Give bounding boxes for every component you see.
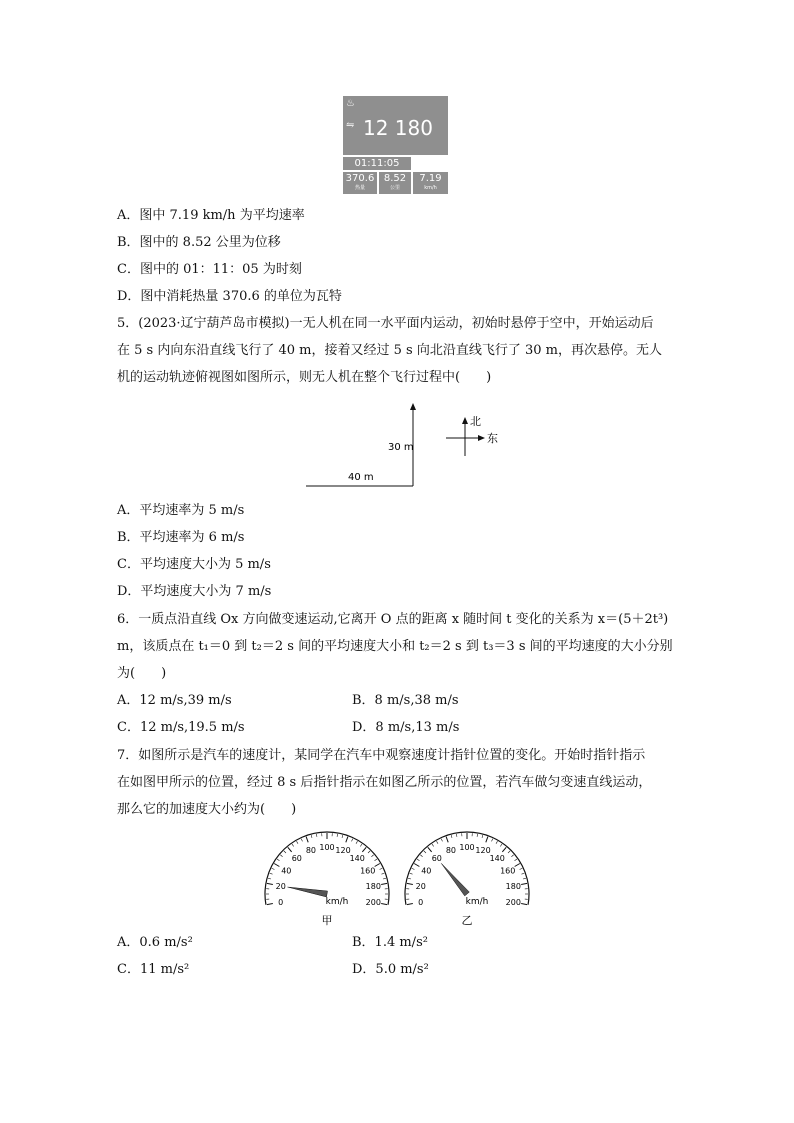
q5-stem-line-2: 在 5 s 内向东沿直线飞行了 40 m，接着又经过 5 s 向北沿直线飞行了 30 m，再次悬停。无人: [117, 343, 662, 358]
north-side-label: 30 m: [388, 442, 414, 453]
q6-stem-line-2: m，该质点在 t₁＝0 到 t₂＝2 s 间的平均速度大小和 t₂＝2 s 到 t₃＝3 s 间的平均速度的大小分别: [117, 639, 673, 654]
gauge-tick-label: 200: [365, 898, 381, 908]
gauge-tick: [437, 841, 439, 844]
gauge-tick: [414, 864, 419, 867]
gauge-tick-label: 40: [281, 866, 292, 876]
gauge-tick: [486, 837, 488, 843]
gauge-tick-label: 160: [360, 866, 376, 876]
gauge-tick-label: 180: [505, 881, 521, 891]
gauge-tick: [446, 837, 448, 843]
gauge-tick-label: 20: [415, 881, 426, 891]
gauge-tick: [301, 839, 302, 842]
gauge-tick: [382, 873, 385, 874]
gauge-tick: [407, 883, 413, 884]
gauge-tick: [316, 834, 317, 837]
gauge-tick: [451, 835, 452, 838]
gauge-tick: [356, 841, 358, 844]
gauge-tick: [417, 859, 419, 861]
q6-option-a: A．12 m/s,39 m/s: [117, 693, 232, 708]
calories-value: 370.6: [345, 173, 375, 184]
q4-option-a: A．图中 7.19 km/h 为平均速率: [117, 208, 305, 223]
gauge-tick: [267, 904, 273, 905]
gauge-tick-label: 80: [305, 845, 317, 855]
compass: [446, 415, 498, 456]
gauge-tick: [272, 868, 275, 869]
q6-stem-line-3: 为( ): [117, 666, 167, 681]
gauge-tick: [375, 864, 380, 867]
gauge-tick: [268, 878, 271, 879]
gauge-tick: [492, 839, 493, 842]
gauge-tick: [284, 851, 286, 853]
gauge-tick: [280, 855, 282, 857]
elapsed-time: 01:11:05: [343, 157, 411, 170]
gauge-tick: [432, 844, 434, 846]
gauge-tick-label: 40: [421, 866, 432, 876]
q5-option-c: C．平均速度大小为 5 m/s: [117, 557, 271, 572]
gauge-tick: [274, 864, 279, 867]
gauge-tick: [381, 904, 387, 905]
gauge-tick: [381, 883, 387, 884]
q7-stem-line-1: 7．如图所示是汽车的速度计，某同学在汽车中观察速度计指针位置的变化。开始时指针指示: [117, 748, 646, 763]
gauge-tick-label: 180: [365, 881, 381, 891]
gauge-tick: [515, 859, 517, 861]
gauge-tick: [520, 868, 523, 869]
q5-option-a: A．平均速率为 5 m/s: [117, 503, 245, 518]
gauge-tick: [267, 883, 273, 884]
gauge-tick: [523, 878, 526, 879]
gauge-tick: [362, 847, 366, 852]
gauge-tick: [502, 847, 506, 852]
q6-option-b: B．8 m/s,38 m/s: [352, 693, 459, 708]
gauge-tick: [306, 837, 308, 843]
calories-unit: 热量: [354, 185, 365, 191]
gauge-tick-label: 140: [489, 853, 505, 863]
q6-stem-line-1: 6．一质点沿直线 Ox 方向做变速运动,它离开 O 点的距离 x 随时间 t 变化的关系为 x＝(5＋2t³): [117, 612, 669, 627]
gauge-tick-label: 0: [278, 898, 284, 908]
gauge-unit-label: km/h: [325, 897, 349, 907]
gauge-tick-label: 80: [445, 845, 457, 855]
gauge-caption: 甲: [321, 914, 333, 927]
display-main-panel: [343, 96, 448, 155]
gauge-tick: [515, 864, 520, 867]
speed-unit: km/h: [424, 185, 437, 191]
gauge-tick: [456, 834, 457, 837]
gauge-tick: [420, 855, 422, 857]
gauge-tick-label: 120: [335, 845, 351, 855]
gauge-tick-label: 200: [505, 898, 521, 908]
speedometer-jia: [262, 826, 392, 928]
fitness-display: [343, 96, 448, 194]
q4-option-b: B．图中的 8.52 公里为位移: [117, 235, 281, 250]
speed-value: 7.19: [419, 173, 442, 184]
gauge-tick-label: 60: [431, 853, 442, 863]
gauge-tick: [368, 851, 370, 853]
gauge-tick: [521, 883, 527, 884]
gauge-tick: [288, 847, 292, 852]
fire-icon: ♨: [346, 98, 355, 109]
q7-option-b: B．1.4 m/s²: [352, 935, 428, 950]
gauge-tick-label: 100: [319, 843, 335, 852]
gauge-tick: [292, 844, 294, 846]
gauge-tick: [508, 851, 510, 853]
q7-stem-line-2: 在如图甲所示的位置，经过 8 s 后指针指示在如图乙所示的位置，若汽车做匀变速直线运动，: [117, 775, 652, 790]
gauge-tick: [346, 837, 348, 843]
gauge-tick: [522, 873, 525, 874]
gauge-tick: [410, 873, 413, 874]
gauge-tick: [277, 859, 279, 861]
east-side-label: 40 m: [348, 472, 374, 483]
distance-value: 8.52: [383, 173, 407, 184]
gauge-tick-label: 140: [349, 853, 365, 863]
gauge-tick: [360, 844, 362, 846]
gauge-tick: [342, 835, 343, 838]
gauge-tick: [496, 841, 498, 844]
gauge-tick: [375, 859, 377, 861]
gauge-tick: [424, 851, 426, 853]
drone-path-figure: [300, 398, 510, 490]
gauge-tick: [441, 839, 442, 842]
q4-option-c: C．图中的 01：11：05 为时刻: [117, 262, 302, 277]
gauge-tick: [408, 878, 411, 879]
distance-unit: 公里: [389, 185, 400, 191]
gauge-tick: [407, 904, 413, 905]
gauge-tick-label: 60: [291, 853, 302, 863]
q7-stem-line-3: 那么它的加速度大小约为( ): [117, 802, 297, 817]
q6-option-c: C．12 m/s,19.5 m/s: [117, 720, 245, 735]
q5-stem-line-3: 机的运动轨迹俯视图如图所示，则无人机在整个飞行过程中( ): [117, 370, 492, 385]
gauge-tick-label: 0: [418, 898, 424, 908]
gauge-needle: [441, 863, 469, 896]
q5-stem-line-1: 5．(2023·辽宁葫芦岛市模拟)一无人机在同一水平面内运动，初始时悬停于空中，开始运动后: [117, 316, 654, 331]
compass-north-label: 北: [470, 415, 481, 428]
gauge-tick-label: 20: [275, 881, 286, 891]
gauge-tick: [428, 847, 432, 852]
steps-icon: ⇋: [346, 120, 355, 131]
gauge-tick: [371, 855, 373, 857]
gauge-needle: [288, 887, 328, 897]
compass-east-label: 东: [487, 432, 498, 445]
gauge-tick-label: 160: [500, 866, 516, 876]
calories-cell: [343, 172, 377, 194]
q6-option-d: D．8 m/s,13 m/s: [352, 720, 460, 735]
gauge-tick: [297, 841, 299, 844]
gauge-unit-label: km/h: [465, 897, 489, 907]
gauge-tick: [311, 835, 312, 838]
gauge-tick: [482, 835, 483, 838]
gauge-tick: [352, 839, 353, 842]
speed-cell: [413, 172, 448, 194]
q5-option-b: B．平均速率为 6 m/s: [117, 530, 245, 545]
step-count: 12 180: [363, 116, 433, 140]
distance-cell: [379, 172, 411, 194]
gauge-caption: 乙: [461, 914, 473, 927]
gauge-tick-label: 120: [475, 845, 491, 855]
gauge-tick: [477, 834, 478, 837]
q4-option-d: D．图中消耗热量 370.6 的单位为瓦特: [117, 289, 342, 304]
q7-option-c: C．11 m/s²: [117, 962, 190, 977]
gauge-tick: [380, 868, 383, 869]
q7-option-a: A．0.6 m/s²: [117, 935, 193, 950]
gauge-tick-label: 100: [459, 843, 475, 852]
gauge-tick: [521, 904, 527, 905]
gauge-tick: [500, 844, 502, 846]
q5-option-d: D．平均速度大小为 7 m/s: [117, 584, 272, 599]
gauge-tick: [383, 878, 386, 879]
gauge-tick: [412, 868, 415, 869]
gauge-tick: [270, 873, 273, 874]
gauge-tick: [511, 855, 513, 857]
speedometer-yi: [402, 826, 532, 928]
q7-option-d: D．5.0 m/s²: [352, 962, 429, 977]
gauge-tick: [337, 834, 338, 837]
